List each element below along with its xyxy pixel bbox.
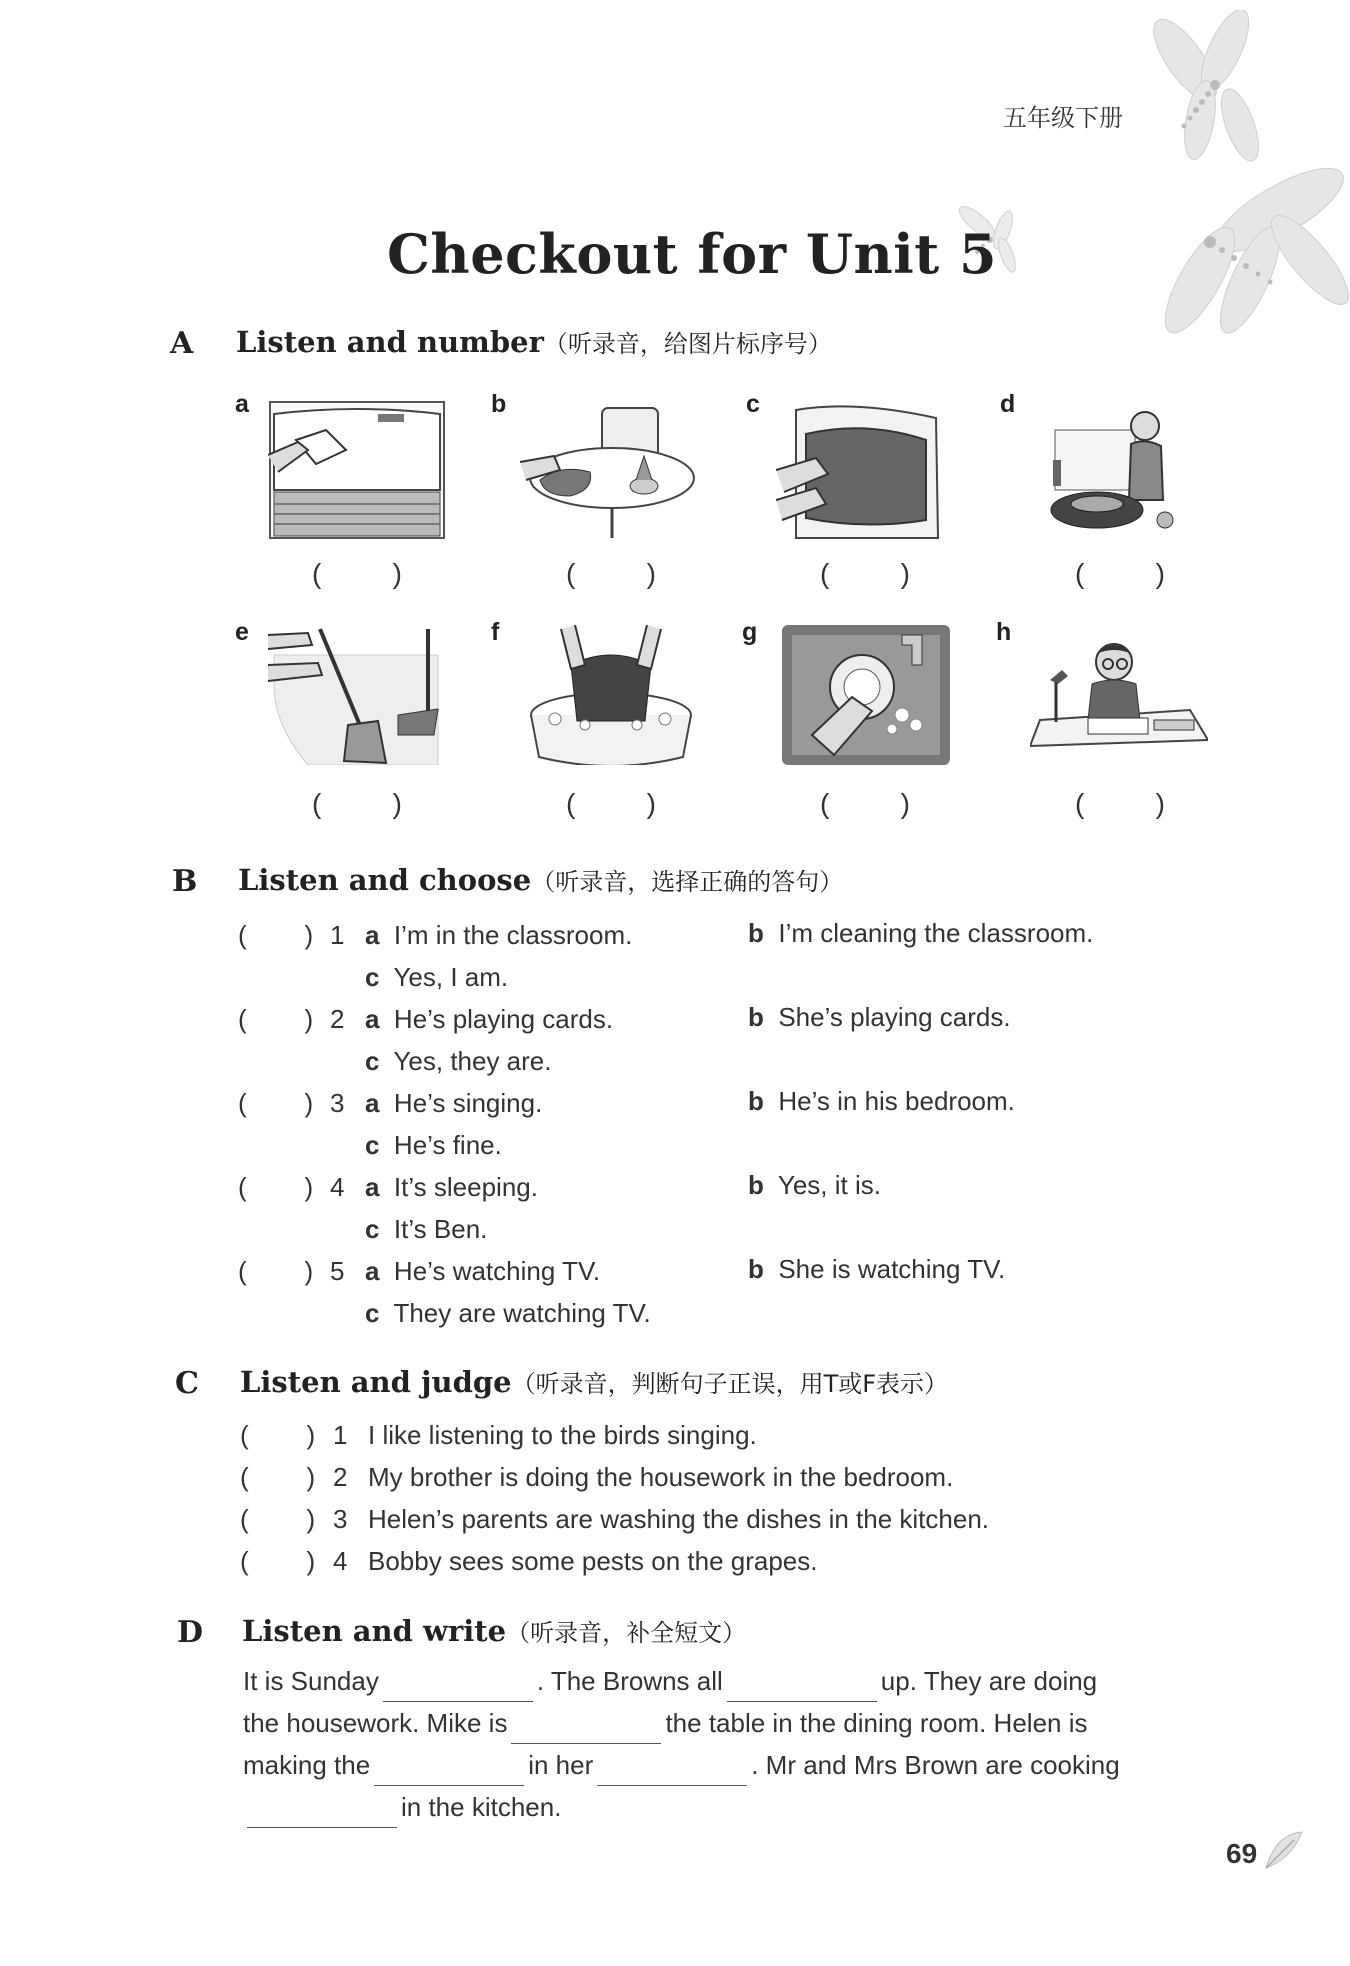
- b-item-1-option-a: a I’m in the classroom.: [365, 920, 633, 950]
- section-c-letter: C: [175, 1366, 199, 1401]
- sweeping-floor-picture-icon: [268, 625, 446, 765]
- page-number: 69: [1226, 1838, 1258, 1869]
- answer-blank-h[interactable]: ( ): [1075, 788, 1165, 819]
- section-b-letter: B: [172, 864, 198, 899]
- picture-letter-c: c: [746, 390, 760, 418]
- reading-desk-picture-icon: [1030, 640, 1208, 760]
- b-item-1-option-c: c Yes, I am.: [365, 962, 509, 992]
- d-blank-1[interactable]: [383, 1673, 533, 1702]
- b-item-5-option-c: c They are watching TV.: [365, 1298, 651, 1328]
- b-item-4-option-a: a It’s sleeping.: [365, 1172, 538, 1202]
- picture-letter-e: e: [235, 618, 249, 646]
- cleaning-table-picture-icon: [520, 400, 695, 540]
- section-b-title-en: Listen and choose: [238, 863, 532, 897]
- section-c-title-cn: （听录音，判断句子正误，用T或F表示）: [511, 1370, 949, 1398]
- answer-blank-b[interactable]: ( ): [566, 558, 656, 589]
- b-item-2-number: 2: [330, 1004, 345, 1034]
- page-title: Checkout for Unit 5: [386, 222, 998, 286]
- b-item-5-blank[interactable]: ( ): [238, 1256, 314, 1286]
- section-a-letter: A: [170, 326, 194, 361]
- b-item-4-number: 4: [330, 1172, 345, 1202]
- section-a-title-en: Listen and number: [236, 325, 544, 359]
- c-item-2-number: 2: [333, 1462, 348, 1492]
- answer-blank-e[interactable]: ( ): [312, 788, 402, 819]
- making-bed-picture-icon: [776, 400, 946, 540]
- section-a-title: [236, 324, 832, 359]
- b-item-2-option-c: c Yes, they are.: [365, 1046, 552, 1076]
- section-c-title-en: Listen and judge: [240, 1365, 512, 1399]
- section-a-title-cn: （听录音，给图片标序号）: [543, 330, 832, 358]
- b-item-4-option-b: b Yes, it is.: [748, 1170, 881, 1200]
- d-blank-2[interactable]: [727, 1673, 877, 1702]
- b-item-3-option-c: c He’s fine.: [365, 1130, 502, 1160]
- section-c-title: [240, 1364, 948, 1399]
- b-item-2-blank[interactable]: ( ): [238, 1004, 314, 1034]
- c-item-3-text: Helen’s parents are washing the dishes in the kitchen.: [368, 1504, 990, 1534]
- c-item-3-blank[interactable]: ( ): [240, 1504, 316, 1534]
- leaf-decoration-icon: [1262, 1828, 1306, 1872]
- b-item-4-option-c: c It’s Ben.: [365, 1214, 488, 1244]
- b-item-3-number: 3: [330, 1088, 345, 1118]
- answer-blank-g[interactable]: ( ): [820, 788, 910, 819]
- b-item-3-blank[interactable]: ( ): [238, 1088, 314, 1118]
- b-item-5-option-b: b She is watching TV.: [748, 1254, 1006, 1284]
- section-d-title-en: Listen and write: [242, 1614, 507, 1648]
- c-item-1-blank[interactable]: ( ): [240, 1420, 316, 1450]
- c-item-1-number: 1: [333, 1420, 348, 1450]
- b-item-3-option-a: a He’s singing.: [365, 1088, 543, 1118]
- c-item-4-text: Bobby sees some pests on the grapes.: [368, 1546, 818, 1576]
- b-item-3-option-b: b He’s in his bedroom.: [748, 1086, 1015, 1116]
- b-item-1-number: 1: [330, 920, 345, 950]
- picture-letter-g: g: [742, 618, 758, 646]
- picture-letter-d: d: [1000, 390, 1016, 418]
- b-item-4-blank[interactable]: ( ): [238, 1172, 314, 1202]
- washing-dishes-picture-icon: [782, 625, 950, 765]
- answer-blank-d[interactable]: ( ): [1075, 558, 1165, 589]
- d-blank-6[interactable]: [247, 1799, 397, 1828]
- c-item-1-text: I like listening to the birds singing.: [368, 1420, 757, 1450]
- answer-blank-f[interactable]: ( ): [566, 788, 656, 819]
- picture-letter-b: b: [491, 390, 507, 418]
- c-item-2-blank[interactable]: ( ): [240, 1462, 316, 1492]
- d-blank-5[interactable]: [597, 1757, 747, 1786]
- answer-blank-c[interactable]: ( ): [820, 558, 910, 589]
- b-item-5-number: 5: [330, 1256, 345, 1286]
- washing-clothes-picture-icon: [525, 625, 695, 765]
- c-item-4-blank[interactable]: ( ): [240, 1546, 316, 1576]
- section-b-title-cn: （听录音，选择正确的答句）: [531, 868, 844, 896]
- b-item-1-blank[interactable]: ( ): [238, 920, 314, 950]
- section-d-title-cn: （听录音，补全短文）: [506, 1619, 747, 1647]
- picture-letter-h: h: [996, 618, 1012, 646]
- b-item-2-option-b: b She’s playing cards.: [748, 1002, 1011, 1032]
- b-item-2-option-a: a He’s playing cards.: [365, 1004, 614, 1034]
- section-d-title: [242, 1613, 746, 1648]
- picture-letter-f: f: [491, 618, 500, 646]
- grade-label: 五年级下册: [1003, 104, 1123, 132]
- b-item-5-option-a: a He’s watching TV.: [365, 1256, 601, 1286]
- answer-blank-a[interactable]: ( ): [312, 558, 402, 589]
- picture-letter-a: a: [235, 390, 249, 418]
- section-b-title: [238, 862, 843, 897]
- d-blank-3[interactable]: [511, 1715, 661, 1744]
- c-item-4-number: 4: [333, 1546, 348, 1576]
- c-item-3-number: 3: [333, 1504, 348, 1534]
- dragonfly-decoration-icon: [1130, 10, 1350, 370]
- d-blank-4[interactable]: [374, 1757, 524, 1786]
- d-paragraph: It is Sunday . The Browns all up. They are doing the housework. Mike is the table in the dining room. Helen is making the in her . Mr and Mrs Brown are cooking in the kitchen.: [243, 1660, 1193, 1828]
- section-d-letter: D: [177, 1615, 204, 1650]
- wiping-windshield-picture-icon: [268, 400, 446, 540]
- c-item-2-text: My brother is doing the housework in the bedroom.: [368, 1462, 954, 1492]
- b-item-1-option-b: b I’m cleaning the classroom.: [748, 918, 1094, 948]
- cooking-picture-icon: [1045, 400, 1195, 540]
